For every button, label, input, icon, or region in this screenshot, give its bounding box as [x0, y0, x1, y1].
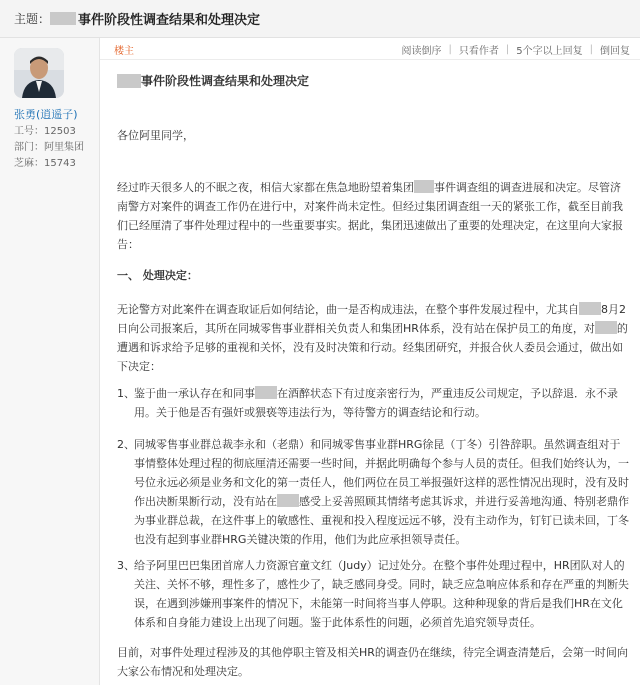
- topic-bar: [0, 0, 640, 38]
- post-title: 事件阶段性调查结果和处理决定: [141, 74, 310, 88]
- author-sesame-score: 芝麻：15743: [14, 158, 76, 169]
- section-heading: 一、 处理决定：: [117, 269, 198, 282]
- avatar[interactable]: [14, 48, 64, 98]
- redacted-name: [579, 302, 601, 315]
- author-department: 部门：阿里集团: [14, 142, 84, 153]
- intro-paragraph: 经过昨天很多人的不眠之夜，相信大家都在焦急地盼望着集团 事件调查组的调查进展和决定。尽管济南警方对案件的调查工作仍在进行中，对案件尚未定性。但经过集团调查组一天的紧张工作，截至目前我们已经厘清了事件处理过程中的一些重要事实。据此，集团迅速做出了重要的处理决定，在这里向大家报告：: [117, 181, 623, 251]
- item-3-text: 给予阿里巴巴集团首席人力资源官童文红（Judy）记过处分。在整个事件处理过程中，HR团队对人的关注、关怀不够，理性多了，感性少了，缺乏感同身受。同时，缺乏应急响应体系和存在严重的判断失误，在遇到涉嫌刑事案件的情况下，未能第一时间将当事人停职。这种种现象的背后是我们HR在文化体系和自身能力建设上出现了问题。鉴于此体系性的问题，必须首先追究领导责任。: [134, 559, 629, 629]
- post-actions: 阅读倒序 | 只看作者 | 5个字以上回复 | 倒回复: [401, 44, 630, 57]
- reverse-replies-link[interactable]: 倒回复: [600, 46, 630, 57]
- item-2-number: 2、: [117, 438, 135, 451]
- topic-title: 事件阶段性调查结果和处理决定: [78, 13, 261, 28]
- post-header: [100, 38, 640, 60]
- closing-paragraph: 目前，对事件处理过程涉及的其他停职主管及相关HR的调查仍在继续，待完全调查清楚后，会第一时间向大家公布情况和处理决定。: [117, 646, 628, 678]
- author-name[interactable]: 张勇(逍遥子): [14, 108, 78, 121]
- floor-label: 楼主: [114, 46, 134, 57]
- redacted-name: [595, 321, 617, 334]
- author-sidebar: [0, 38, 100, 685]
- post-title-row: [117, 70, 629, 89]
- author-employee-id: 工号：12503: [14, 126, 76, 137]
- decision-paragraph: 无论警方对此案件在调查取证后如何结论，曲一是否构成违法，在整个事件发展过程中，尤其自 8月2日向公司报案后，其所在同城零售事业群相关负责人和集团HR体系，没有站在保护员工的角度，对 的遭遇和诉求给予足够的重视和关怀，没有及时决策和行动。经集团研究，并报合伙人委员会通过，做出如下决定：: [117, 303, 628, 373]
- greeting: 各位阿里同学，: [117, 129, 194, 142]
- author-only-link[interactable]: 只看作者: [458, 46, 499, 57]
- redacted-name: [255, 386, 277, 399]
- item-1-number: 1、: [117, 387, 135, 400]
- item-2-text: 同城零售事业群总裁李永和（老鼎）和同城零售事业群HRG徐昆（丁冬）引咎辞职。虽然调查组对于事情整体处理过程的彻底厘清还需要一些时间，并据此明确每个参与人员的责任。但我们始终认为，一号位永远必须是业务和文化的第一责任人，他们两位在员工举报强奸这样的恶性情况出现时，没有及时作出决断果断行动，没有站在 感受上妥善照顾其情绪考虑其诉求，并进行妥善地沟通、特别老鼎作为事业群总裁，在这件事上的敏感性、重视和投入程度远远不够，没有主动作为，钉钉已读未回，丁冬也没有起到事业群HRG关键决策的作用，他们为此应承担领导责任。: [134, 438, 629, 546]
- item-1-text: 鉴于曲一承认存在和同事 在酒醉状态下有过度亲密行为，严重违反公司规定，予以辞退．永不录用。关于他是否有强奸或猥亵等违法行为，等待警方的调查结论和行动。: [134, 387, 618, 419]
- item-3-number: 3、: [117, 559, 135, 572]
- redacted-name: [50, 12, 76, 25]
- long-replies-link[interactable]: 5个字以上回复: [516, 46, 583, 57]
- reverse-order-link[interactable]: 阅读倒序: [401, 46, 442, 57]
- redacted-name: [414, 180, 434, 193]
- redacted-name: [117, 74, 141, 88]
- topic-prefix: 主题：: [14, 12, 51, 26]
- redacted-name: [277, 494, 299, 507]
